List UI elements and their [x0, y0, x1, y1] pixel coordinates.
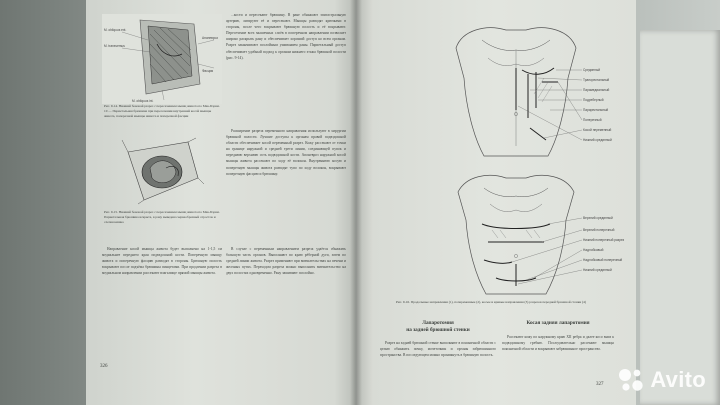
figure-label: Косой переменный [583, 128, 612, 132]
book-spine-shadow [350, 0, 362, 405]
svg-text:Апоневроз: Апоневроз [202, 36, 218, 40]
caption-figure-9-16: Рис. 9-16. Продольные направления (1), попеременные (2), косые и кривые направления (3) разрезов передней брюшной стенки (4) [396, 300, 586, 304]
paragraph: Разрез на задней брюшной стенке выполняют в поясничной области с целью обнажить почку, мочеточник и органы забрюшинного пространства. В последующем можно проникнуть в брюшную полость. [380, 341, 496, 358]
figure-label: Нижний поперечный разрез [583, 238, 625, 242]
figure-label: Верхний поперечный [583, 228, 615, 232]
figure-label: Подреберный [583, 98, 604, 102]
figure-appendix-exposure [118, 138, 204, 204]
caption-figure-9-15: Рис. 9-15. Нижний боковой разрез с пересечением мышц живота по Мак-Бэрни. Париетальная брюшина вскрыта, в рану выведена червеобразный отросток и слепая кишка [104, 210, 220, 225]
avito-watermark [618, 367, 706, 393]
paragraph: ...кости и пересекают брюшину. В ране обнажают эпигастральную артерию, лигируют её и пересекают. Мышцы разводят крючками в стороны, после чего вскрывают брюшную полость и её вскрывают. Пересечение всех мышечных слоёв в поперечном направлении позволяет широко раскрыть рану и обеспечивает хороший доступ ко всем органам. Разрез заканчивают послойным ушиванием раны. Париетальный доступ обеспечивает удобный подход к органам нижнего этажа брюшной полости (рис. 9-14). [226, 13, 346, 60]
avito-watermark-text: Avito [650, 367, 706, 392]
section-heading-right: Косая задняя лапаротомия [526, 320, 590, 326]
figure-label: Парамедиальный [583, 88, 610, 92]
figure-label: Верхний срединный [583, 216, 613, 220]
figure-label: Нижний срединный [583, 138, 612, 142]
left-page-text-right-column-bottom [226, 246, 346, 364]
figure-abdominal-incision [102, 14, 222, 104]
caption-figure-9-14: Рис. 9-14. Нижний боковой разрез с пересечением мышц живота по Мак-Бэрни. 10 — Париетальная брюшина при пересечении внутренней косой мышцы живота, поперечной мышцы живота и поперечной фасции [104, 104, 220, 119]
figure-torso-incisions-transverse [426, 168, 625, 296]
figure-label: Срединный [583, 68, 601, 72]
paragraph: Рассекают кожу по наружному краю XII ребра и далее косо вниз к подвздошному гребню. Последовательно рассекают мышцы поясничной области и вскрывают забрюшинное пространство. [502, 335, 614, 352]
right-page-text-right-column [502, 334, 614, 388]
right-page-text-left-column [380, 340, 496, 390]
figure-label: Параректальный [583, 108, 609, 112]
table-surface [0, 0, 90, 405]
left-page [86, 0, 356, 405]
svg-text:М. obliquus ext.: М. obliquus ext. [104, 28, 127, 32]
svg-text:М. transversus: М. transversus [104, 44, 125, 48]
figure-torso-incisions-front [426, 18, 612, 158]
page-number-left: 326 [100, 364, 108, 369]
figure-label: Надлобковый поперечный [583, 258, 623, 262]
left-page-text-right-column-mid [226, 128, 346, 240]
section-heading-left: Лапаротомия на задней брюшной стенки [406, 320, 470, 333]
left-page-text-left-column-bottom [102, 246, 222, 364]
paragraph: Направление косой мышцы живота будет выполнено на 1-1,5 см медиальнее переднего края подвздошной кости. Поперечную мышцу живота и поперечную фасцию разводят в стороны. Брюшную полость вскрывают после подъёма брюшины пинцетами. При продлении разреза в медиальном направлении рассекают влагалище прямой мышцы живота. [102, 247, 222, 276]
avito-logo-icon [618, 367, 644, 393]
left-page-text-right-column-top [226, 12, 346, 124]
underlying-page [640, 30, 720, 405]
svg-text:Фасция: Фасция [202, 69, 214, 73]
figure-label: Поперечный [583, 118, 602, 122]
figure-label: Надлобковый [583, 248, 604, 252]
paragraph: Расширение разреза переменного направления используют в хирургии брюшной полости. Лучшие доступы к органам правой подвздошной области обеспечивает косой переменный разрез. Кожу рассекают от точки на границе наружной и средней трети линии, соединяющей пупок и переднюю верхнюю ость подвздошной кости. Апоневроз наружной косой мышцы живота рассекают по ходу её волокон. Внутреннюю косую и поперечную мышцы живота разводят тупо по ходу волокон, вскрывают поперечную фасцию и брюшину. [226, 129, 346, 176]
right-page [356, 0, 636, 405]
paragraph: В случае с переменным направлением разреза удаётся обнажить большую часть органов. Выполняют по краю рёберной дуги, затем по средней линии живота. Разрез применяют при вмешательствах на печени и желчных путях. Переходом разреза можно выполнить вмешательство на двух полостях одновременно. Рану зашивают послойно. [226, 247, 346, 276]
figure-label: Трансректальный [583, 78, 610, 82]
svg-text:M. obliquus int.: M. obliquus int. [132, 99, 154, 103]
page-number-right: 327 [596, 382, 604, 387]
figure-label: Нижний срединный [583, 268, 612, 272]
